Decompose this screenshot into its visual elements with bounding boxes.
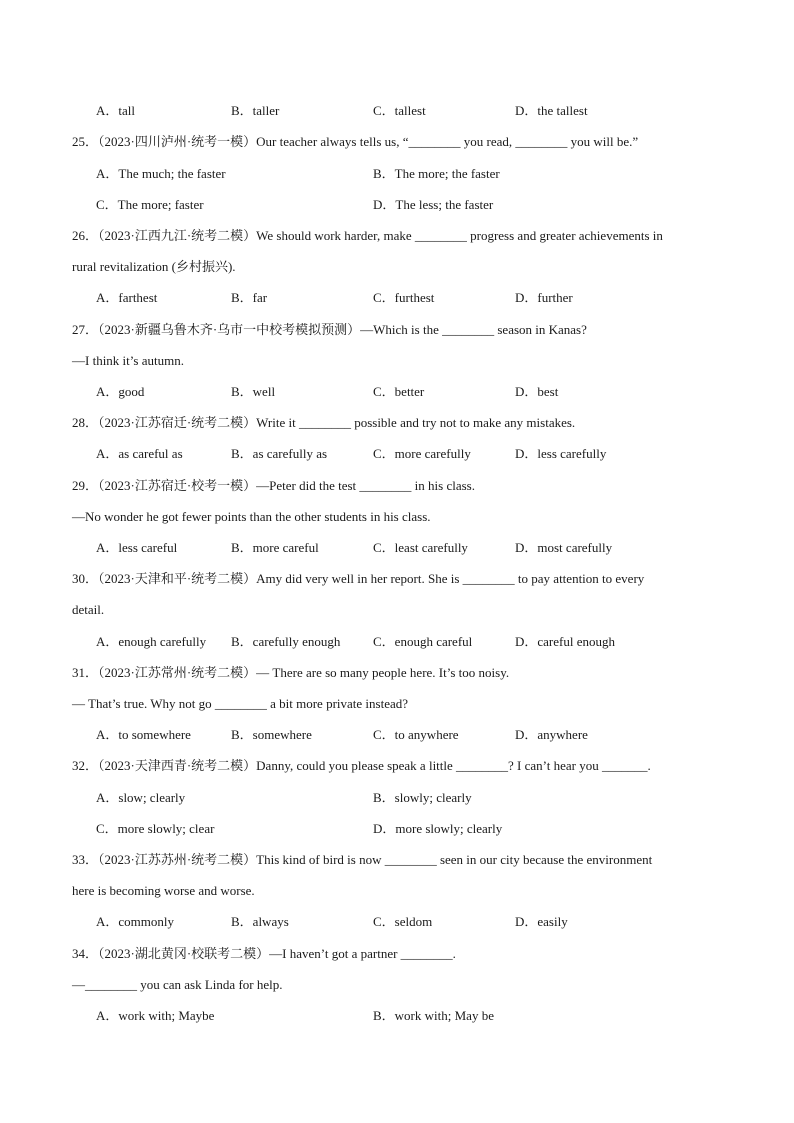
answer-option: B．more careful (231, 540, 319, 555)
answer-option: B．always (231, 914, 289, 929)
answer-option: B．far (231, 290, 268, 305)
question-text: 31．（2023·江苏常州·统考二模）— There are so many people here. It’s too noisy. (72, 665, 510, 680)
answer-option: D．best (515, 384, 559, 399)
question-text: here is becoming worse and worse. (72, 883, 255, 898)
answer-option: C．more slowly; clear (96, 821, 215, 836)
answer-option: D．more slowly; clearly (373, 821, 503, 836)
answer-option: B．as carefully as (231, 446, 328, 461)
answer-option: A．commonly (96, 914, 174, 929)
question-text: —No wonder he got fewer points than the other students in his class. (72, 509, 431, 524)
answer-option: B．somewhere (231, 727, 312, 742)
answer-option: A．slow; clearly (96, 790, 186, 805)
answer-option: D．most carefully (515, 540, 613, 555)
question-text: 34．（2023·湖北黄冈·校联考二模）—I haven’t got a partner ________. (72, 946, 456, 961)
answer-option: A．enough carefully (96, 634, 207, 649)
answer-option: C．The more; faster (96, 197, 204, 212)
question-text: 25．（2023·四川泸州·统考一模）Our teacher always tells us, “________ you read, ________ you will be.” (72, 134, 639, 149)
question-text: —________ you can ask Linda for help. (72, 977, 283, 992)
answer-option: A．good (96, 384, 145, 399)
answer-option: B．taller (231, 103, 280, 118)
answer-option: C．better (373, 384, 425, 399)
answer-option: D．easily (515, 914, 568, 929)
question-text: — That’s true. Why not go ________ a bit more private instead? (72, 696, 409, 711)
answer-option: C．furthest (373, 290, 435, 305)
answer-option: B．work with; May be (373, 1008, 494, 1023)
answer-option: A．farthest (96, 290, 158, 305)
answer-option: D．less carefully (515, 446, 607, 461)
question-text: —I think it’s autumn. (72, 353, 184, 368)
question-text: 29．（2023·江苏宿迁·校考一模）—Peter did the test ________ in his class. (72, 478, 475, 493)
answer-option: C．tallest (373, 103, 426, 118)
answer-option: A．tall (96, 103, 135, 118)
answer-option: A．The much; the faster (96, 166, 226, 181)
answer-option: A．as careful as (96, 446, 183, 461)
answer-option: A．less careful (96, 540, 178, 555)
answer-option: A．work with; Maybe (96, 1008, 215, 1023)
answer-option: B．slowly; clearly (373, 790, 472, 805)
answer-option: C．least carefully (373, 540, 468, 555)
question-text: 33．（2023·江苏苏州·统考二模）This kind of bird is now ________ seen in our city because the environment (72, 852, 653, 867)
answer-option: C．to anywhere (373, 727, 459, 742)
question-text: detail. (72, 602, 105, 617)
answer-option: C．seldom (373, 914, 433, 929)
answer-option: D．anywhere (515, 727, 588, 742)
question-text: 26．（2023·江西九江·统考二模）We should work harder, make ________ progress and greater achievements in (72, 228, 663, 243)
answer-option: C．enough careful (373, 634, 473, 649)
answer-option: D．The less; the faster (373, 197, 494, 212)
question-text: 30．（2023·天津和平·统考二模）Amy did very well in her report. She is ________ to pay attention to every (72, 571, 645, 586)
question-text: 27．（2023·新疆乌鲁木齐·乌市一中校考模拟预测）—Which is the ________ season in Kanas? (72, 322, 587, 337)
answer-option: B．The more; the faster (373, 166, 500, 181)
answer-option: C．more carefully (373, 446, 471, 461)
question-text: rural revitalization (乡村振兴). (72, 259, 236, 274)
answer-option: B．carefully enough (231, 634, 341, 649)
answer-option: D．the tallest (515, 103, 588, 118)
answer-option: D．careful enough (515, 634, 615, 649)
answer-option: A．to somewhere (96, 727, 191, 742)
answer-option: D．further (515, 290, 573, 305)
question-text: 32．（2023·天津西青·统考二模）Danny, could you please speak a little ________? I can’t hear you _______. (72, 758, 651, 773)
question-text: 28．（2023·江苏宿迁·统考二模）Write it ________ possible and try not to make any mistakes. (72, 415, 576, 430)
answer-option: B．well (231, 384, 276, 399)
